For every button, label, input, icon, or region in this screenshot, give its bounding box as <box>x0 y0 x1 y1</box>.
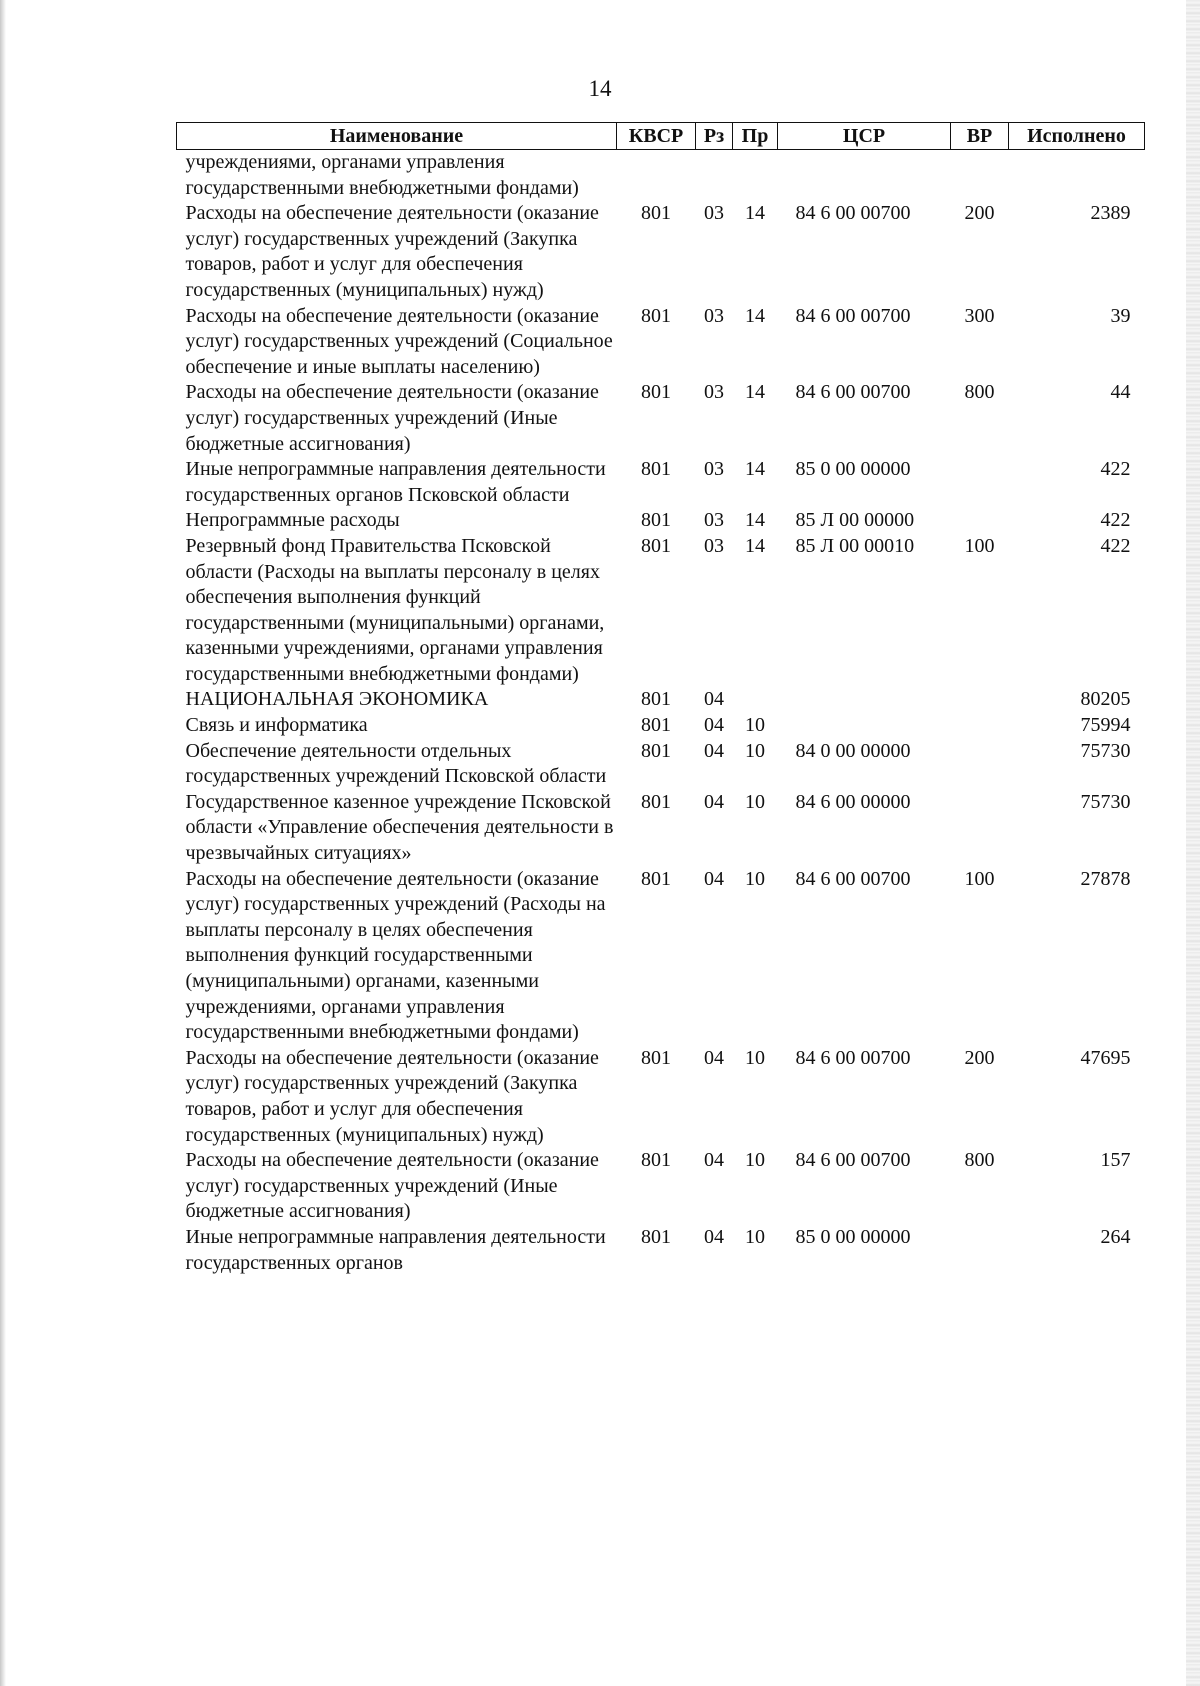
cell-vr <box>951 713 1009 739</box>
cell-csr: 84 6 00 00000 <box>795 790 911 813</box>
table-row <box>177 687 1145 713</box>
scan-noise-right <box>1186 0 1200 1686</box>
cell-vr <box>951 687 1009 713</box>
cell-executed: 264 <box>1100 1225 1131 1248</box>
cell-name: Расходы на обеспечение деятельности (оказание услуг) государственных учреждений (Закупка товаров, работ и услуг для обеспечения государственных (муниципальных) нужд) <box>185 202 599 301</box>
cell-vr <box>951 790 1009 867</box>
cell-executed: 422 <box>1100 534 1131 557</box>
table-row <box>177 739 1145 790</box>
table-row <box>177 1046 1145 1148</box>
cell-name: Связь и информатика <box>185 714 368 737</box>
cell-vr <box>951 508 1009 534</box>
cell-kvsr: 801 <box>641 381 671 404</box>
cell-executed: 44 <box>1110 381 1131 404</box>
table-row <box>177 1148 1145 1225</box>
cell-name: Иные непрограммные направления деятельности государственных органов Псковской области <box>185 458 606 506</box>
cell-csr <box>778 687 951 713</box>
cell-rz: 04 <box>704 1046 724 1069</box>
cell-csr: 85 Л 00 00000 <box>795 509 915 532</box>
header-executed: Исполнено <box>1009 123 1145 150</box>
cell-vr: 100 <box>964 534 995 557</box>
table-row <box>177 380 1145 457</box>
cell-name: Непрограммные расходы <box>185 509 400 532</box>
table-row <box>177 867 1145 1046</box>
cell-executed: 422 <box>1100 509 1131 532</box>
cell-executed: 75994 <box>1080 714 1131 737</box>
cell-executed: 47695 <box>1080 1046 1131 1069</box>
table-row <box>177 1225 1145 1276</box>
cell-name: Расходы на обеспечение деятельности (оказание услуг) государственных учреждений (Расходы на выплаты персоналу в целях обеспечения выполнения функций государственными (муниципальными) органами, казенными учреждениями, органами управления государственными внебюджетными фондами) <box>185 867 606 1044</box>
cell-executed: 2389 <box>1090 202 1131 225</box>
table-row <box>177 534 1145 688</box>
cell-kvsr: 801 <box>641 714 671 737</box>
table-row <box>177 150 1145 202</box>
cell-kvsr: 801 <box>641 867 671 890</box>
cell-pr: 14 <box>745 202 765 225</box>
table-row <box>177 304 1145 381</box>
cell-csr: 84 0 00 00000 <box>795 739 911 762</box>
cell-pr: 14 <box>745 509 765 532</box>
cell-vr: 200 <box>964 1046 995 1069</box>
cell-rz: 03 <box>704 458 724 481</box>
cell-rz: 04 <box>704 739 724 762</box>
cell-csr: 85 0 00 00000 <box>795 1225 911 1248</box>
cell-kvsr: 801 <box>641 509 671 532</box>
cell-name: Расходы на обеспечение деятельности (оказание услуг) государственных учреждений (Иные бюджетные ассигнования) <box>185 1149 599 1223</box>
cell-kvsr: 801 <box>641 1225 671 1248</box>
cell-kvsr: 801 <box>641 534 671 557</box>
cell-pr: 14 <box>745 381 765 404</box>
cell-executed: 27878 <box>1080 867 1131 890</box>
cell-rz: 04 <box>704 790 724 813</box>
cell-kvsr: 801 <box>641 458 671 481</box>
cell-name: Обеспечение деятельности отдельных государственных учреждений Псковской области <box>185 739 607 788</box>
cell-kvsr: 801 <box>641 202 671 225</box>
cell-csr: 84 6 00 00700 <box>795 1046 911 1069</box>
cell-executed: 75730 <box>1080 790 1131 813</box>
table-row <box>177 508 1145 534</box>
table-body <box>177 150 1145 1277</box>
cell-csr <box>778 713 951 739</box>
cell-rz: 03 <box>704 202 724 225</box>
cell-pr: 10 <box>745 867 765 890</box>
cell-kvsr: 801 <box>641 1149 671 1172</box>
table-row <box>177 457 1145 508</box>
cell-pr <box>733 150 778 202</box>
scan-shadow-left <box>0 0 6 1686</box>
table-row <box>177 790 1145 867</box>
cell-name: Иные непрограммные направления деятельности государственных органов <box>185 1225 606 1274</box>
cell-vr <box>951 150 1009 202</box>
cell-vr: 300 <box>964 304 995 327</box>
cell-vr: 800 <box>964 1149 995 1172</box>
cell-executed: 157 <box>1100 1149 1131 1172</box>
cell-rz: 03 <box>704 381 724 404</box>
cell-pr: 10 <box>745 739 765 762</box>
cell-pr: 14 <box>745 458 765 481</box>
cell-vr <box>951 457 1009 508</box>
cell-pr <box>733 687 778 713</box>
cell-rz: 04 <box>704 1149 724 1172</box>
cell-rz: 04 <box>704 1225 724 1248</box>
cell-executed: 39 <box>1110 304 1131 327</box>
cell-executed: 80205 <box>1080 688 1131 711</box>
cell-executed: 75730 <box>1080 739 1131 762</box>
header-csr: ЦСР <box>778 123 951 150</box>
cell-executed: 422 <box>1100 458 1131 481</box>
table-header <box>177 123 1145 150</box>
cell-name: учреждениями, органами управления государственными внебюджетными фондами) <box>185 151 579 199</box>
cell-rz <box>696 150 733 202</box>
cell-pr: 10 <box>745 714 765 737</box>
budget-table <box>176 122 1145 1276</box>
cell-rz: 04 <box>704 688 724 711</box>
cell-rz: 03 <box>704 304 724 327</box>
cell-name: Резервный фонд Правительства Псковской области (Расходы на выплаты персоналу в целях обеспечения выполнения функций государственными (муниципальными) органами, казенными учреждениями, органами управления государственными внебюджетными фондами) <box>185 534 605 685</box>
header-kvsr: КВСР <box>617 123 696 150</box>
cell-pr: 14 <box>745 534 765 557</box>
cell-name: Расходы на обеспечение деятельности (оказание услуг) государственных учреждений (Иные бюджетные ассигнования) <box>185 381 599 455</box>
cell-csr: 84 6 00 00700 <box>795 304 911 327</box>
cell-kvsr: 801 <box>641 304 671 327</box>
cell-kvsr: 801 <box>641 790 671 813</box>
page-number: 14 <box>588 76 612 101</box>
table-row <box>177 201 1145 303</box>
cell-csr: 84 6 00 00700 <box>795 202 911 225</box>
cell-kvsr: 801 <box>641 739 671 762</box>
cell-csr: 85 0 00 00000 <box>795 458 911 481</box>
cell-pr: 10 <box>745 1225 765 1248</box>
cell-rz: 04 <box>704 867 724 890</box>
cell-csr: 84 6 00 00700 <box>795 1149 911 1172</box>
cell-pr: 10 <box>745 790 765 813</box>
cell-kvsr: 801 <box>641 688 671 711</box>
cell-vr: 100 <box>964 867 995 890</box>
cell-name: Расходы на обеспечение деятельности (оказание услуг) государственных учреждений (Социальное обеспечение и иные выплаты населению) <box>185 304 613 378</box>
cell-kvsr <box>617 150 696 202</box>
cell-pr: 14 <box>745 304 765 327</box>
table-row <box>177 713 1145 739</box>
cell-rz: 04 <box>704 714 724 737</box>
cell-vr <box>951 739 1009 790</box>
header-rz: Рз <box>696 123 733 150</box>
cell-csr <box>778 150 951 202</box>
cell-vr <box>951 1225 1009 1276</box>
cell-csr: 84 6 00 00700 <box>795 867 911 890</box>
cell-csr: 84 6 00 00700 <box>795 381 911 404</box>
cell-kvsr: 801 <box>641 1046 671 1069</box>
cell-vr: 200 <box>964 202 995 225</box>
cell-executed <box>1009 150 1145 202</box>
header-vr: ВР <box>951 123 1009 150</box>
header-name: Наименование <box>177 123 617 150</box>
cell-name: НАЦИОНАЛЬНАЯ ЭКОНОМИКА <box>185 688 489 711</box>
cell-vr: 800 <box>964 381 995 404</box>
header-pr: Пр <box>733 123 778 150</box>
cell-pr: 10 <box>745 1046 765 1069</box>
cell-rz: 03 <box>704 509 724 532</box>
cell-name: Расходы на обеспечение деятельности (оказание услуг) государственных учреждений (Закупка товаров, работ и услуг для обеспечения государственных (муниципальных) нужд) <box>185 1046 599 1146</box>
cell-name: Государственное казенное учреждение Псковской области «Управление обеспечения деятельности в чрезвычайных ситуациях» <box>185 790 614 865</box>
cell-csr: 85 Л 00 00010 <box>795 534 915 557</box>
cell-pr: 10 <box>745 1149 765 1172</box>
cell-rz: 03 <box>704 534 724 557</box>
